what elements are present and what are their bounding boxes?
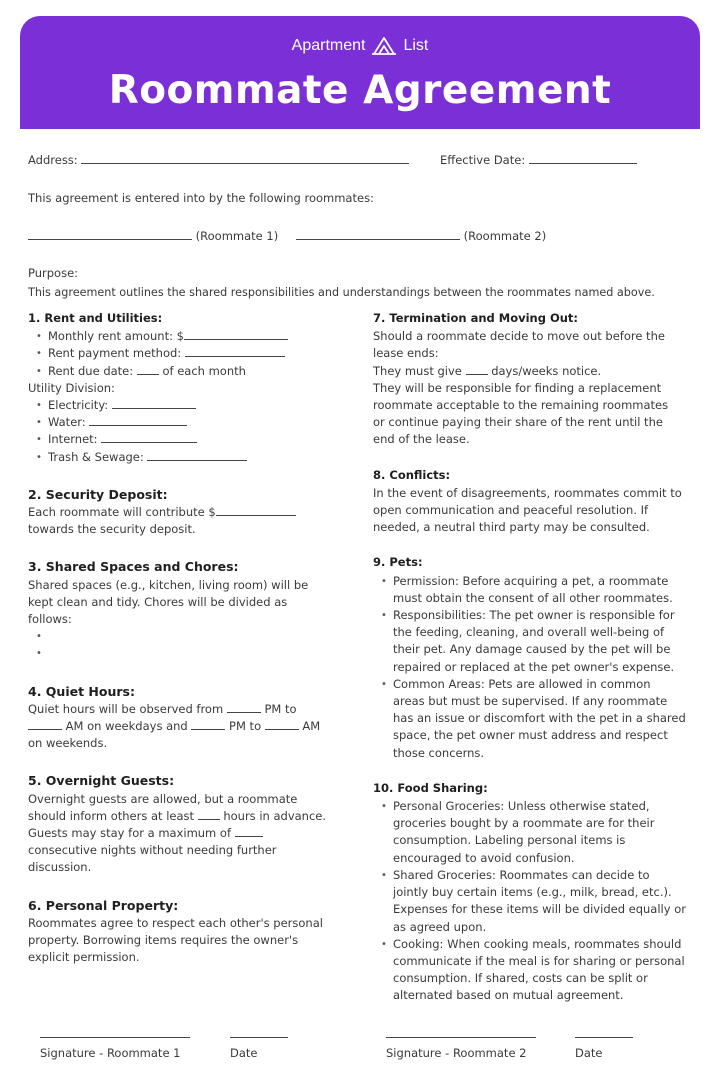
address-line[interactable] [81, 153, 409, 164]
quiet-end-line[interactable] [28, 719, 62, 730]
text-line: Should a roommate decide to move out before the [373, 329, 665, 344]
rent-amount-line[interactable] [184, 329, 288, 340]
text-line: end of the lease. [373, 432, 470, 447]
text-line: alternated based on mutual agreement. [393, 988, 624, 1003]
roommate1-label: (Roommate 1) [195, 229, 279, 243]
list-item [28, 397, 348, 414]
text-line: Roommates agree to respect each other's personal [28, 915, 323, 930]
chore-item-2 [28, 645, 348, 662]
section-title: 4. Quiet Hours: [28, 683, 135, 699]
text-line: Shared spaces (e.g., kitchen, living room) will be [28, 577, 309, 592]
effective-date-line[interactable] [529, 153, 637, 164]
entered-into-text: This agreement is entered into by the following roommates: [28, 191, 374, 205]
date-line-1[interactable] [230, 1037, 288, 1038]
rent-method-line[interactable] [185, 346, 285, 357]
date-label-1: Date [230, 1046, 258, 1060]
guests-line-2 [28, 808, 348, 825]
address-label: Address: [28, 153, 78, 167]
list-item [373, 936, 698, 1005]
text-line: jointly buy certain items (e.g., milk, bread, etc.). [393, 885, 672, 900]
text: They must give [373, 363, 462, 378]
list-item [28, 431, 348, 448]
text-line: the feeding, cleaning, and overall well-being of [393, 625, 665, 640]
address-field [28, 152, 409, 169]
text-line: consumption. If shared, costs can be split or [393, 971, 648, 986]
weekend-start-line[interactable] [191, 719, 225, 730]
rent-method-label: Rent payment method: [48, 346, 182, 361]
text-line: groceries bought by a roommate are for their [393, 816, 655, 831]
quiet-line-1 [28, 701, 348, 718]
effective-date-label: Effective Date: [440, 153, 526, 167]
section-food-sharing [373, 780, 698, 1005]
notice-period-line[interactable] [466, 364, 488, 375]
trash-line[interactable] [147, 450, 247, 461]
brand-logo [20, 34, 700, 58]
text-line: repaired or replaced at the pet owner's expense. [393, 659, 675, 674]
signature-label-1: Signature - Roommate 1 [40, 1046, 181, 1060]
text-line: as agreed upon. [393, 919, 487, 934]
roommate2-line[interactable] [296, 229, 460, 240]
quiet-start-line[interactable] [227, 702, 261, 713]
text-line: consumption. Labeling personal items is [393, 833, 626, 848]
water-line[interactable] [89, 415, 187, 426]
text-line: those concerns. [393, 745, 485, 760]
trash-label: Trash & Sewage: [48, 449, 144, 464]
page-title: Roommate Agreement [108, 68, 612, 113]
purpose-text: This agreement outlines the shared responsibilities and understandings between the roommates named above. [28, 286, 655, 299]
guests-line-3 [28, 825, 348, 842]
list-item [28, 345, 348, 362]
text: days/weeks notice. [491, 363, 602, 378]
roommate2-field [296, 228, 546, 245]
text-line: must obtain the consent of all other roommates. [393, 590, 673, 605]
text: Quiet hours will be observed from [28, 701, 224, 716]
right-column [373, 310, 698, 1025]
text-line: roommate acceptable to the remaining roommates [373, 398, 669, 413]
utility-division-label: Utility Division: [28, 380, 115, 395]
text-line: They will be responsible for finding a replacement [373, 380, 662, 395]
section-title: 8. Conflicts: [373, 467, 451, 482]
text-line: encouraged to avoid confusion. [393, 850, 575, 865]
deposit-text: Each roommate will contribute $ [28, 505, 216, 520]
list-item [28, 363, 348, 380]
section-conflicts [373, 467, 698, 537]
weekend-end-line[interactable] [265, 719, 299, 730]
rent-amount-label: Monthly rent amount: $ [48, 329, 184, 344]
signature-line-1[interactable] [40, 1037, 190, 1038]
section-rent-utilities [28, 310, 348, 466]
text-line: needed, a neutral third party may be consulted. [373, 520, 650, 535]
text: AM [302, 719, 321, 734]
date-label-2: Date [575, 1046, 603, 1060]
section-quiet-hours [28, 683, 348, 753]
list-item [373, 798, 698, 867]
water-label: Water: [48, 415, 86, 430]
text-line: kept clean and tidy. Chores will be divided as [28, 594, 288, 609]
text-line: • Shared Groceries: Roommates can decide to [393, 867, 650, 882]
list-item [28, 449, 348, 466]
section-title: 5. Overnight Guests: [28, 773, 175, 789]
text-line: lease ends: [373, 346, 439, 361]
deposit-line-1 [28, 504, 348, 521]
list-item [373, 676, 698, 762]
text-line: • Responsibilities: The pet owner is responsible for [393, 608, 675, 623]
max-nights-line[interactable] [235, 826, 263, 837]
text: Guests may stay for a maximum of [28, 826, 231, 841]
signature-label-2: Signature - Roommate 2 [386, 1046, 527, 1060]
list-item [28, 414, 348, 431]
list-item [373, 573, 698, 607]
effective-date-field [440, 152, 637, 169]
text-line: areas but must be supervised. If any roommate [393, 694, 668, 709]
section-pets [373, 554, 698, 761]
text-line: has an issue or discomfort with the pet in a shared [393, 711, 686, 726]
section-title: 1. Rent and Utilities: [28, 311, 163, 325]
chore-item-1 [28, 628, 348, 645]
roommate2-label: (Roommate 2) [463, 229, 547, 243]
section-termination [373, 310, 698, 449]
text-line: property. Borrowing items requires the owner's [28, 933, 299, 948]
purpose-label: Purpose: [28, 266, 79, 280]
text-line: their pet. Any damage caused by the pet will be [393, 642, 671, 657]
text-line: • Personal Groceries: Unless otherwise stated, [393, 799, 650, 814]
text-line: Overnight guests are allowed, but a roommate [28, 791, 298, 806]
text: should inform others at least [28, 808, 195, 823]
left-column [28, 310, 348, 987]
section-title: 6. Personal Property: [28, 897, 179, 913]
section-personal-property [28, 897, 348, 967]
text-line: • Permission: Before acquiring a pet, a roommate [393, 573, 669, 588]
section-title: 3. Shared Spaces and Chores: [28, 559, 239, 575]
text-line: Expenses for these items will be divided equally or [393, 902, 686, 917]
text: PM to [229, 719, 262, 734]
brand-name-left: Apartment [291, 37, 366, 54]
text-line: on weekends. [28, 736, 108, 751]
deposit-amount-line[interactable] [216, 505, 296, 516]
section-title: 10. Food Sharing: [373, 780, 488, 795]
internet-line[interactable] [101, 432, 197, 443]
deposit-line-2: towards the security deposit. [28, 522, 196, 537]
text-line: communicate if the meal is for sharing or personal [393, 953, 685, 968]
roommate1-field [28, 228, 278, 245]
text-line: follows: [28, 612, 72, 627]
quiet-line-2 [28, 718, 348, 735]
list-item [28, 328, 348, 345]
rent-due-line[interactable] [137, 364, 159, 375]
text-line: open communication and peaceful resolution. If [373, 503, 649, 518]
notice-hours-line[interactable] [198, 809, 220, 820]
electricity-label: Electricity: [48, 398, 109, 413]
rent-due-suffix: of each month [162, 363, 246, 378]
date-line-2[interactable] [575, 1037, 633, 1038]
text-line: discussion. [28, 860, 92, 875]
list-item [373, 867, 698, 936]
section-overnight-guests [28, 772, 348, 876]
list-item [373, 607, 698, 676]
section-security-deposit [28, 486, 348, 539]
signature-line-2[interactable] [386, 1037, 536, 1038]
internet-label: Internet: [48, 432, 98, 447]
text: PM to [264, 701, 297, 716]
brand-name-right: List [403, 37, 429, 54]
text: AM on weekdays and [65, 719, 188, 734]
header-banner [20, 16, 700, 129]
text-line: space, the pet owner must address and respect [393, 728, 668, 743]
section-shared-spaces [28, 558, 348, 662]
text-line: consecutive nights without needing further [28, 843, 277, 858]
notice-line [373, 363, 698, 380]
section-title: 2. Security Deposit: [28, 486, 168, 502]
roommate1-line[interactable] [28, 229, 192, 240]
rent-due-label: Rent due date: [48, 363, 134, 378]
electricity-line[interactable] [112, 398, 196, 409]
text-line: • Common Areas: Pets are allowed in common [393, 676, 651, 691]
text-line: In the event of disagreements, roommates commit to [373, 485, 682, 500]
section-title: 9. Pets: [373, 555, 423, 570]
text: hours in advance. [223, 808, 327, 823]
apartment-list-logo-icon [371, 34, 397, 58]
section-title: 7. Termination and Moving Out: [373, 311, 579, 325]
text-line: explicit permission. [28, 950, 140, 965]
text-line: or continue paying their share of the rent until the [373, 415, 663, 430]
text-line: • Cooking: When cooking meals, roommates should [393, 936, 682, 951]
